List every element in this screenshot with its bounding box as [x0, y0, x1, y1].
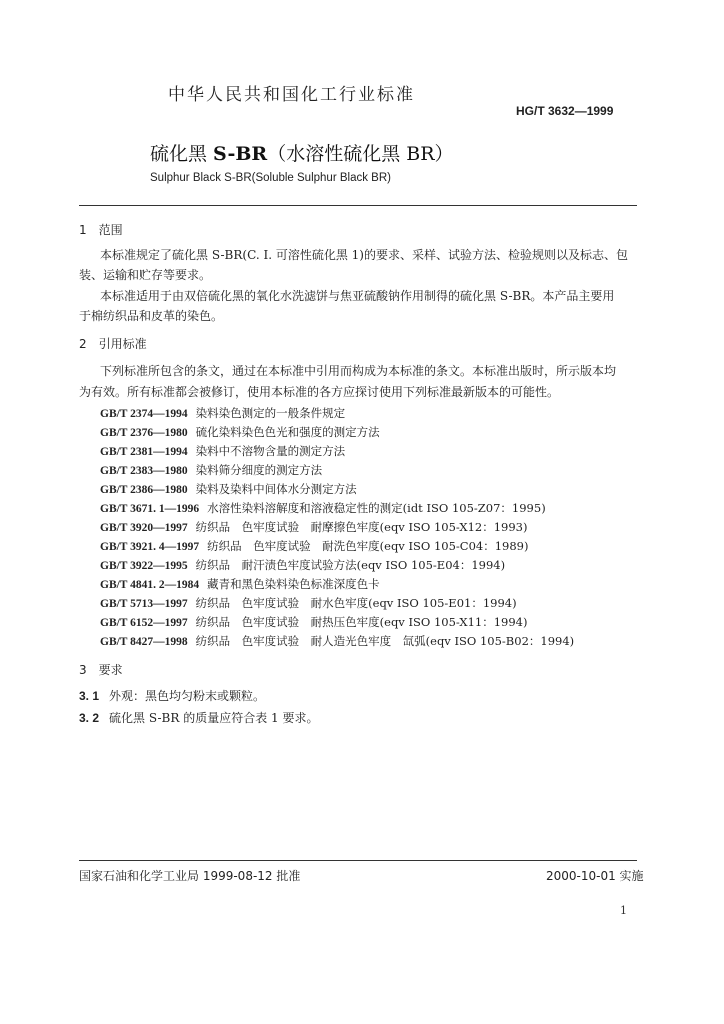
page-number: 1	[620, 904, 627, 917]
reference-item	[100, 595, 517, 613]
section-heading-references: 2 引用标准	[79, 337, 147, 351]
reference-code: GB/T 5713—1997	[100, 598, 188, 610]
reference-item	[100, 405, 345, 423]
requirement-number: 3. 1	[79, 689, 100, 703]
reference-title: 纺织品 耐汗渍色牢度试验方法(eqv ISO 105-E04：1994)	[195, 558, 506, 572]
reference-title: 纺织品 色牢度试验 耐人造光色牢度 氙弧(eqv ISO 105-B02：1994)	[195, 634, 575, 648]
references-intro-line-1: 下列标准所包含的条文，通过在本标准中引用而构成为本标准的条文。本标准出版时，所示版本均	[100, 364, 617, 378]
standard-number: HG/T 3632—1999	[516, 104, 614, 118]
reference-item	[100, 500, 546, 518]
standard-category-title: 中华人民共和国化工行业标准	[168, 85, 415, 105]
reference-code: GB/T 3920—1997	[100, 522, 188, 534]
reference-code: GB/T 8427—1998	[100, 636, 188, 648]
title-product-code: S-BR	[213, 143, 268, 165]
title-prefix: 硫化黑	[150, 143, 214, 165]
reference-code: GB/T 2381—1994	[100, 446, 188, 458]
reference-title: 纺织品 色牢度试验 耐水色牢度(eqv ISO 105-E01：1994)	[195, 596, 517, 610]
reference-item	[100, 557, 505, 575]
reference-code: GB/T 2386—1980	[100, 484, 188, 496]
references-intro-line-2: 为有效。所有标准都会被修订，使用本标准的各方应探讨使用下列标准最新版本的可能性。	[79, 385, 560, 399]
implementation-date: 2000-10-01 实施	[546, 869, 644, 883]
title-suffix: （水溶性硫化黑 BR）	[267, 143, 454, 165]
requirement-number: 3. 2	[79, 711, 100, 725]
reference-code: GB/T 3922—1995	[100, 560, 188, 572]
reference-item	[100, 462, 322, 480]
reference-title: 染料中不溶物含量的测定方法	[195, 444, 346, 458]
reference-code: GB/T 2374—1994	[100, 408, 188, 420]
requirement-text: 硫化黑 S-BR 的质量应符合表 1 要求。	[109, 711, 319, 725]
reference-title: 藏青和黑色染料染色标准深度色卡	[207, 577, 380, 591]
reference-item	[100, 576, 380, 594]
reference-code: GB/T 4841. 2—1984	[100, 579, 200, 591]
reference-item	[100, 443, 345, 461]
header-divider	[79, 205, 637, 206]
reference-title: 水溶性染料溶解度和溶液稳定性的测定(idt ISO 105-Z07：1995)	[207, 501, 546, 515]
reference-code: GB/T 3671. 1—1996	[100, 503, 200, 515]
scope-paragraph-2-line-2: 于棉纺织品和皮革的染色。	[79, 309, 224, 323]
requirement-text: 外观：黑色均匀粉末或颗粒。	[109, 689, 266, 703]
footer-divider	[79, 860, 637, 861]
scope-paragraph-1-line-1: 本标准规定了硫化黑 S-BR(C. I. 可溶性硫化黑 1)的要求、采样、试验方法、检验规则以及标志、包	[100, 248, 628, 262]
scope-paragraph-1-line-2: 装、运输和贮存等要求。	[79, 268, 212, 282]
approval-line: 国家石油和化学工业局 1999-08-12 批准	[79, 869, 301, 883]
requirement-item-quality	[79, 709, 318, 728]
reference-code: GB/T 2376—1980	[100, 427, 188, 439]
reference-code: GB/T 3921. 4—1997	[100, 541, 200, 553]
reference-title: 纺织品 色牢度试验 耐洗色牢度(eqv ISO 105-C04：1989)	[207, 539, 529, 553]
section-heading-requirements: 3 要求	[79, 663, 123, 677]
scope-paragraph-2-line-1: 本标准适用于由双倍硫化黑的氧化水洗滤饼与焦亚硫酸钠作用制得的硫化黑 S-BR。本产品主要用	[100, 289, 615, 303]
reference-title: 染料染色测定的一般条件规定	[195, 406, 346, 420]
reference-item	[100, 424, 380, 442]
reference-code: GB/T 2383—1980	[100, 465, 188, 477]
document-title-english: Sulphur Black S-BR(Soluble Sulphur Black BR)	[150, 172, 391, 184]
reference-title: 染料筛分细度的测定方法	[195, 463, 323, 477]
reference-title: 纺织品 色牢度试验 耐摩擦色牢度(eqv ISO 105-X12：1993)	[195, 520, 528, 534]
reference-item	[100, 614, 527, 632]
reference-item	[100, 538, 529, 556]
document-title-chinese	[150, 139, 454, 166]
reference-title: 硫化染料染色色光和强度的测定方法	[195, 425, 380, 439]
reference-title: 纺织品 色牢度试验 耐热压色牢度(eqv ISO 105-X11：1994)	[195, 615, 528, 629]
reference-item	[100, 519, 527, 537]
reference-code: GB/T 6152—1997	[100, 617, 188, 629]
requirement-item-appearance	[79, 687, 265, 706]
reference-title: 染料及染料中间体水分测定方法	[195, 482, 357, 496]
section-heading-scope: 1 范围	[79, 223, 123, 237]
reference-item	[100, 481, 357, 499]
reference-item	[100, 633, 574, 651]
